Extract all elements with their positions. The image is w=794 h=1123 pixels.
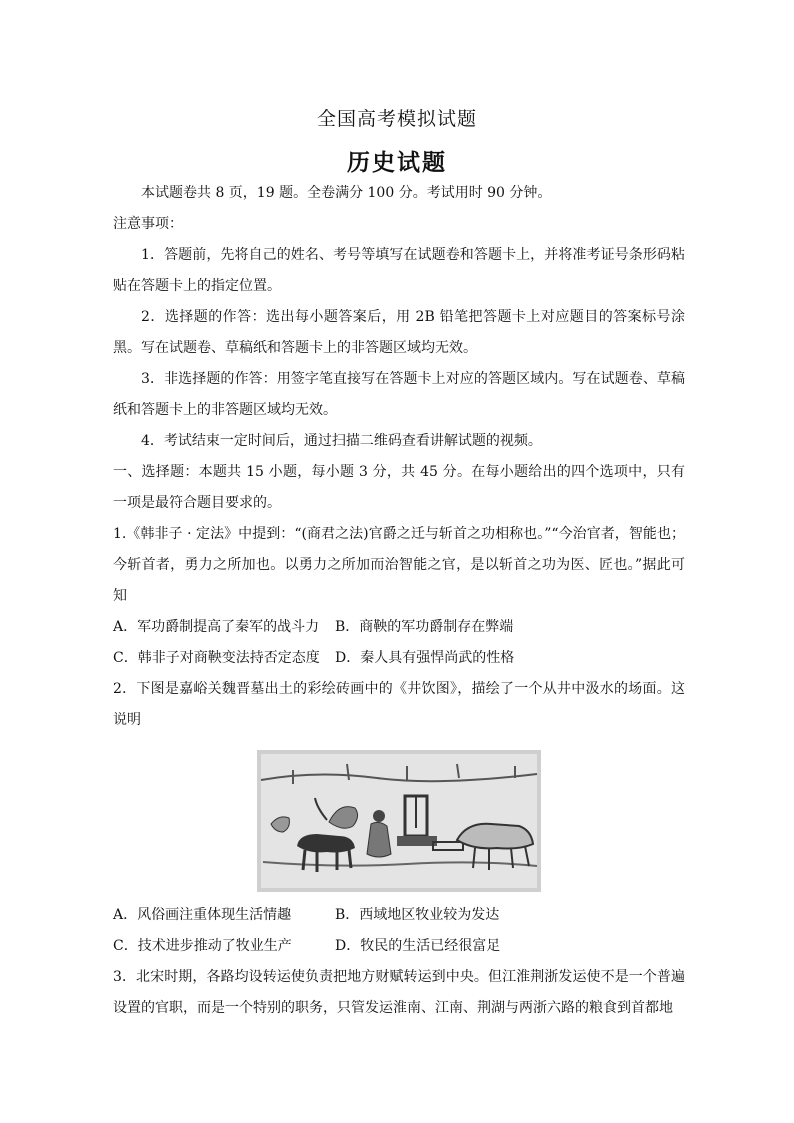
option-b: B．西域地区牧业较为发达 — [335, 907, 500, 923]
option-d: D．牧民的生活已经很富足 — [335, 938, 501, 954]
exam-intro: 本试题卷共 8 页，19 题。全卷满分 100 分。考试用时 90 分钟。 — [141, 185, 552, 201]
brick-painting-illustration — [257, 750, 541, 892]
options-row — [113, 612, 685, 643]
option-a: A．军功爵制提高了秦军的战斗力 — [113, 619, 320, 635]
notice-item: 4．考试结束一定时间后，通过扫描二维码查看讲解试题的视频。 — [141, 433, 542, 449]
options-row — [113, 900, 685, 931]
subject-title: 历史试题 — [347, 149, 447, 176]
brick-painting-image — [257, 750, 541, 892]
notice-item: 3．非选择题的作答：用签字笔直接写在答题卡上对应的答题区域内。写在试题卷、草稿纸和答题卡上的非答题区域均无效。 — [113, 371, 685, 418]
options-row — [113, 643, 685, 674]
option-a: A．风俗画注重体现生活情趣 — [113, 907, 292, 923]
notice-item: 2．选择题的作答：选出每小题答案后，用 2B 铅笔把答题卡上对应题目的答案标号涂黑。写在试题卷、草稿纸和答题卡上的非答题区域均无效。 — [113, 309, 685, 356]
option-c: C．技术进步推动了牧业生产 — [113, 938, 292, 954]
notice-item: 1．答题前，先将自己的姓名、考号等填写在试题卷和答题卡上，并将准考证号条形码粘贴在答题卡上的指定位置。 — [113, 247, 685, 294]
question-stem-2: 2．下图是嘉峪关魏晋墓出土的彩绘砖画中的《井饮图》，描绘了一个从井中汲水的场面。这说明 — [113, 681, 685, 728]
option-c: C．韩非子对商鞅变法持否定态度 — [113, 650, 320, 666]
exam-body — [113, 178, 685, 1024]
question-stem-3: 3．北宋时期，各路均设转运使负责把地方财赋转运到中央。但江淮荆浙发运使不是一个普遍设置的官职，而是一个特别的职务，只管发运淮南、江南、荆湖与两浙六路的粮食到首都地 — [113, 969, 685, 1016]
question-stem-1: 1.《韩非子 · 定法》中提到：“(商君之法)官爵之迁与斩首之功相称也。”“今治官者，智能也；今斩首者，勇力之所加也。以勇力之所加而治智能之官，是以斩首之功为医、匠也。”据此可知 — [113, 526, 685, 604]
options-row — [113, 931, 685, 962]
option-d: D．秦人具有强悍尚武的性格 — [335, 650, 515, 666]
option-b: B．商鞅的军功爵制存在弊端 — [335, 619, 514, 635]
section-heading: 一、选择题：本题共 15 小题，每小题 3 分，共 45 分。在每小题给出的四个选项中，只有一项是最符合题目要求的。 — [113, 464, 685, 511]
notice-heading: 注意事项： — [113, 216, 183, 232]
exam-title: 全国高考模拟试题 — [316, 108, 477, 130]
